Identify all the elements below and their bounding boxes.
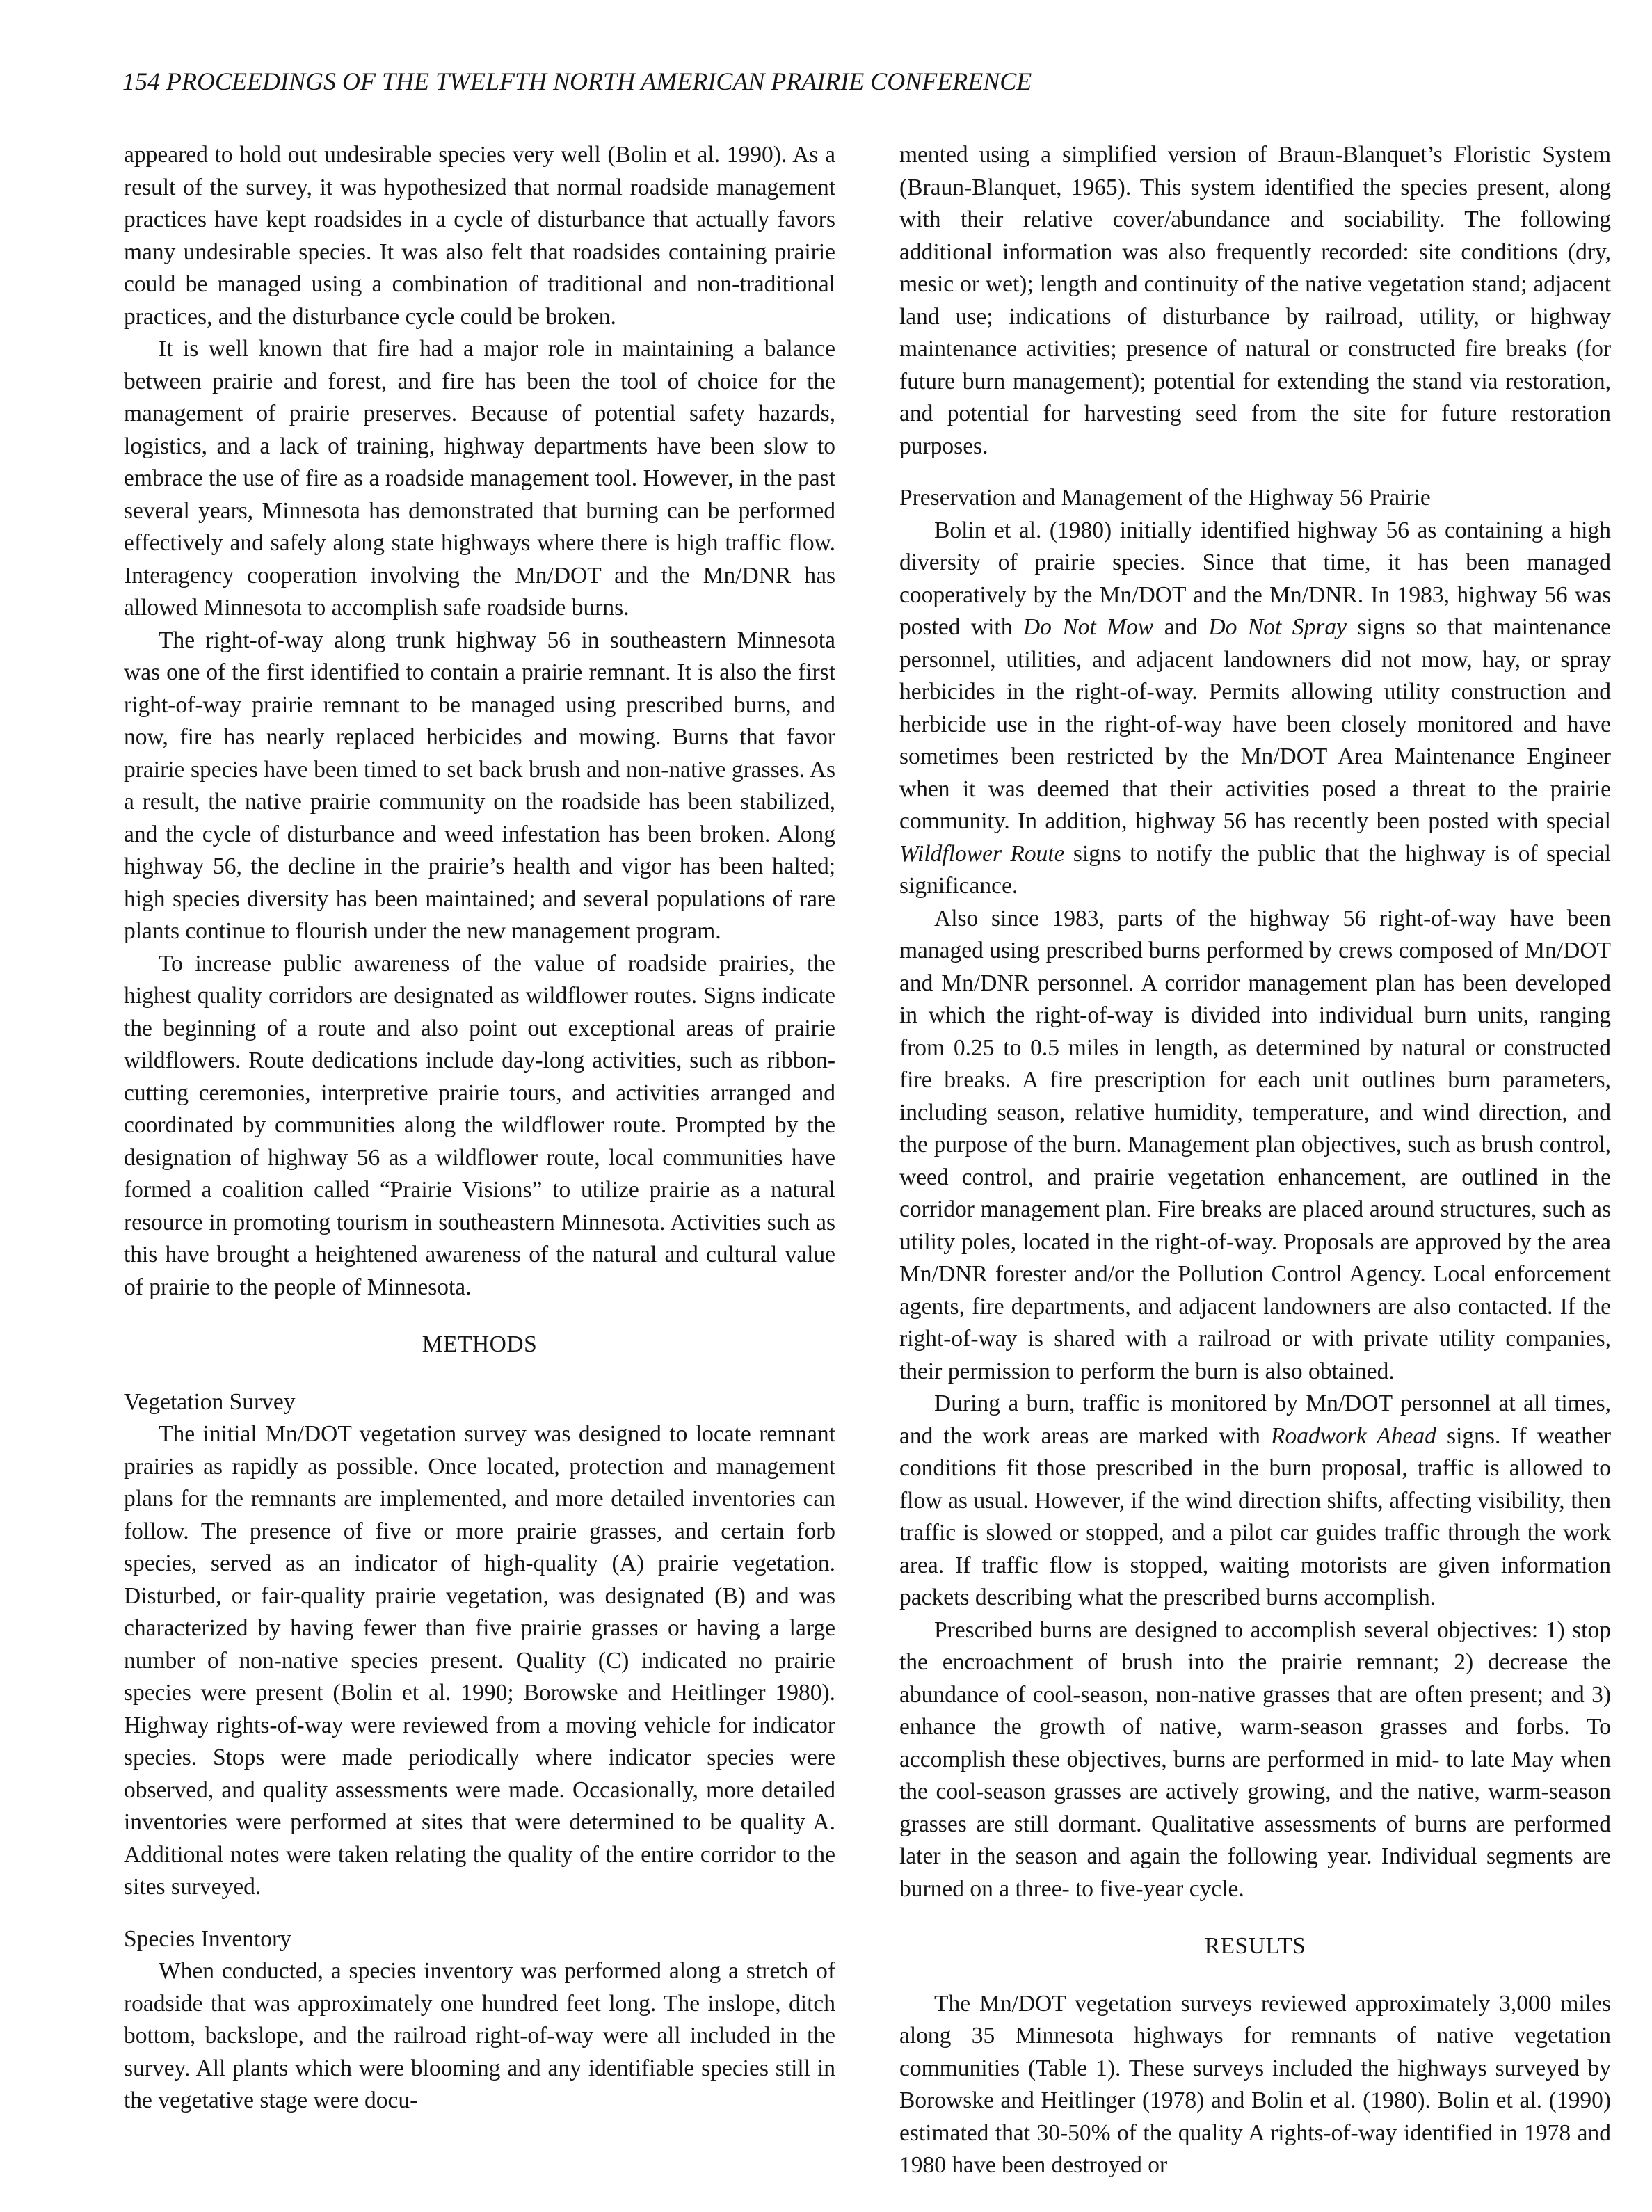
preservation-subhead: Preservation and Management of the Highway 56 Prairie	[899, 485, 1431, 511]
paragraph: When conducted, a species inventory was performed along a stretch of roadside that was approximately one hundred feet long. The inslope, ditch bottom, backslope, and the railroad right-of-way were all included in the survey. All plants which were blooming and any identifiable species still in the vegetative stage were docu-	[124, 1958, 835, 2113]
paragraph: It is well known that fire had a major role in maintaining a balance between prairie and forest, and fire has been the tool of choice for the management of prairie preserves. Because of potential safety hazards, logistics, and a lack of training, highway departments have been slow to embrace the use of fire as a roadside management tool. However, in the past several years, Minnesota has demonstrated that burning can be performed effectively and safely along state highways where there is high traffic flow. Interagency cooperation involving the Mn/DOT and the Mn/DNR has allowed Minnesota to accomplish safe roadside burns.	[124, 336, 835, 620]
paragraph: The Mn/DOT vegetation surveys reviewed approximately 3,000 miles along 35 Minnesota highways for remnants of native vegetation communities (Table 1). These surveys included the highways surveyed by Borowske and Heitlinger (1978) and Bolin et al. (1980). Bolin et al. (1990) estimated that 30-50% of the quality A rights-of-way identified in 1978 and 1980 have been destroyed or	[899, 1990, 1611, 2178]
text-run: signs to notify the public that the highway is of special significance.	[899, 840, 1611, 899]
spacer	[124, 1904, 835, 1923]
paragraph: The right-of-way along trunk highway 56 in southeastern Minnesota was one of the first identified to contain a prairie remnant. It is also the first right-of-way prairie remnant to be managed using prescribed burns, and now, fire has nearly replaced herbicides and mowing. Burns that favor prairie species have been timed to set back brush and non-native grasses. As a result, the native prairie community on the roadside has been stabilized, and the cycle of disturbance and weed infestation has been broken. Along highway 56, the decline in the prairie’s health and vigor has been halted; high species diversity has been maintained; and several populations of rare plants continue to flourish under the new management program.	[124, 627, 835, 944]
text-run: Bolin et al. (1980) initially identified highway 56 as containing a high diversity of prairie species. Since that time, it has been managed cooperatively by the Mn/DOT and the Mn/DNR. In 1983, highway 56 was posted with	[899, 517, 1611, 640]
spacer	[124, 1361, 835, 1386]
left-column	[124, 139, 835, 2117]
sign-name-do-not-mow: Do Not Mow	[1023, 614, 1154, 640]
sign-name-wildflower-route: Wildflower Route	[899, 840, 1065, 867]
paragraph: To increase public awareness of the value of roadside prairies, the highest quality corridors are designated as wildflower routes. Signs indicate the beginning of a route and also point out exceptional areas of prairie wildflowers. Route dedications include day-long activities, such as ribbon-cutting ceremonies, interpretive prairie tours, and activities arranged and coordinated by communities along the wildflower route. Prompted by the designation of highway 56 as a wildflower route, local communities have formed a coalition called “Prairie Visions” to utilize prairie as a natural resource in promoting tourism in southeastern Minnesota. Activities such as this have brought a heightened awareness of the natural and cultural value of prairie to the people of Minnesota.	[124, 950, 835, 1300]
spacer	[899, 1963, 1611, 1988]
text-run: and	[1153, 614, 1209, 640]
text-run: During a burn, traffic is monitored by Mn/DOT personnel at all times, and the work areas are marked with	[899, 1390, 1611, 1449]
running-head: 154 PROCEEDINGS OF THE TWELFTH NORTH AMERICAN PRAIRIE CONFERENCE	[122, 67, 1032, 95]
paragraph: The initial Mn/DOT vegetation survey was designed to locate remnant prairies as rapidly as possible. Once located, protection and management plans for the remnants are implemented, and more detailed inventories can follow. The presence of five or more prairie grasses, and certain forb species, served as an indicator of high-quality (A) prairie vegetation. Disturbed, or fair-quality prairie vegetation, was designated (B) and was characterized by having fewer than five prairie grasses or having a large number of non-native species present. Quality (C) indicated no prairie species were present (Bolin et al. 1990; Borowske and Heitlinger 1980). Highway rights-of-way were reviewed from a moving vehicle for indicator species. Stops were made periodically where indicator species were observed, and quality assessments were made. Occasionally, more detailed inventories were performed at sites that were determined to be quality A. Additional notes were taken relating the quality of the entire corridor to the sites surveyed.	[124, 1421, 835, 1900]
paragraph	[899, 515, 1611, 903]
species-inventory-subhead: Species Inventory	[124, 1925, 291, 1952]
paragraph: Prescribed burns are designed to accomplish several objectives: 1) stop the encroachment of brush into the prairie remnant; 2) decrease the abundance of cool-season, non-native grasses that are often present; and 3) enhance the growth of native, warm-season grasses and forbs. To accomplish these objectives, burns are performed in mid- to late May when the cool-season grasses are actively growing, and the native, warm-season grasses are still dormant. Qualitative assessments of burns are performed later in the season and again the following year. Individual segments are burned on a three- to five-year cycle.	[899, 1617, 1611, 1902]
text-run: signs so that maintenance personnel, utilities, and adjacent landowners did not mow, hay, or spray herbicides in the right-of-way. Permits allowing utility construction and herbicide use in the right-of-way have been closely monitored and have sometimes been restricted by the Mn/DOT Area Maintenance Engineer when it was deemed that their activities posed a threat to the prairie community. In addition, highway 56 has recently been posted with special	[899, 614, 1611, 834]
spacer	[899, 1905, 1611, 1930]
text-run: signs. If weather conditions fit those prescribed in the burn proposal, traffic is allowed to flow as usual. However, if the wind direction shifts, affecting visibility, then traffic is slowed or stopped, and a pilot car guides traffic through the work area. If traffic flow is stopped, waiting motorists are given information packets describing what the prescribed burns accomplish.	[899, 1422, 1611, 1610]
results-heading: RESULTS	[1204, 1933, 1306, 1959]
sign-name-do-not-spray: Do Not Spray	[1208, 614, 1347, 640]
methods-heading: METHODS	[422, 1331, 538, 1357]
paragraph: mented using a simplified version of Braun-Blanquet’s Floristic System (Braun-Blanquet, 1965). This system identified the species present, along with their relative cover/abundance and sociability. The following additional information was also frequently recorded: site conditions (dry, mesic or wet); length and continuity of the native vegetation stand; adjacent land use; indications of disturbance by railroad, utility, or highway maintenance activities; presence of natural or constructed fire breaks (for future burn management); potential for extending the stand via restoration, and potential for harvesting seed from the site for future restoration purposes.	[899, 142, 1611, 459]
right-column	[899, 139, 1611, 2182]
sign-name-roadwork-ahead: Roadwork Ahead	[1271, 1422, 1436, 1449]
vegetation-survey-subhead: Vegetation Survey	[124, 1388, 296, 1415]
spacer	[899, 463, 1611, 482]
paragraph: appeared to hold out undesirable species very well (Bolin et al. 1990). As a result of the survey, it was hypothesized that normal roadside management practices have kept roadsides in a cycle of disturbance that actually favors many undesirable species. It was also felt that roadsides containing prairie could be managed using a combination of traditional and non-traditional practices, and the disturbance cycle could be broken.	[124, 142, 835, 330]
paragraph: Also since 1983, parts of the highway 56 right-of-way have been managed using prescribed burns performed by crews composed of Mn/DOT and Mn/DNR personnel. A corridor management plan has been developed in which the right-of-way is divided into individual burn units, ranging from 0.25 to 0.5 miles in length, as determined by natural or constructed fire breaks. A fire prescription for each unit outlines burn parameters, including season, relative humidity, temperature, and wind direction, and the purpose of the burn. Management plan objectives, such as brush control, weed control, and prairie vegetation enhancement, are outlined in the corridor management plan. Fire breaks are placed around structures, such as utility poles, located in the right-of-way. Proposals are approved by the area Mn/DNR forester and/or the Pollution Control Agency. Local enforcement agents, fire departments, and adjacent landowners are also contacted. If the right-of-way is shared with a railroad or with private utility companies, their permission to perform the burn is also obtained.	[899, 905, 1611, 1384]
spacer	[124, 1304, 835, 1329]
paragraph	[899, 1388, 1611, 1614]
